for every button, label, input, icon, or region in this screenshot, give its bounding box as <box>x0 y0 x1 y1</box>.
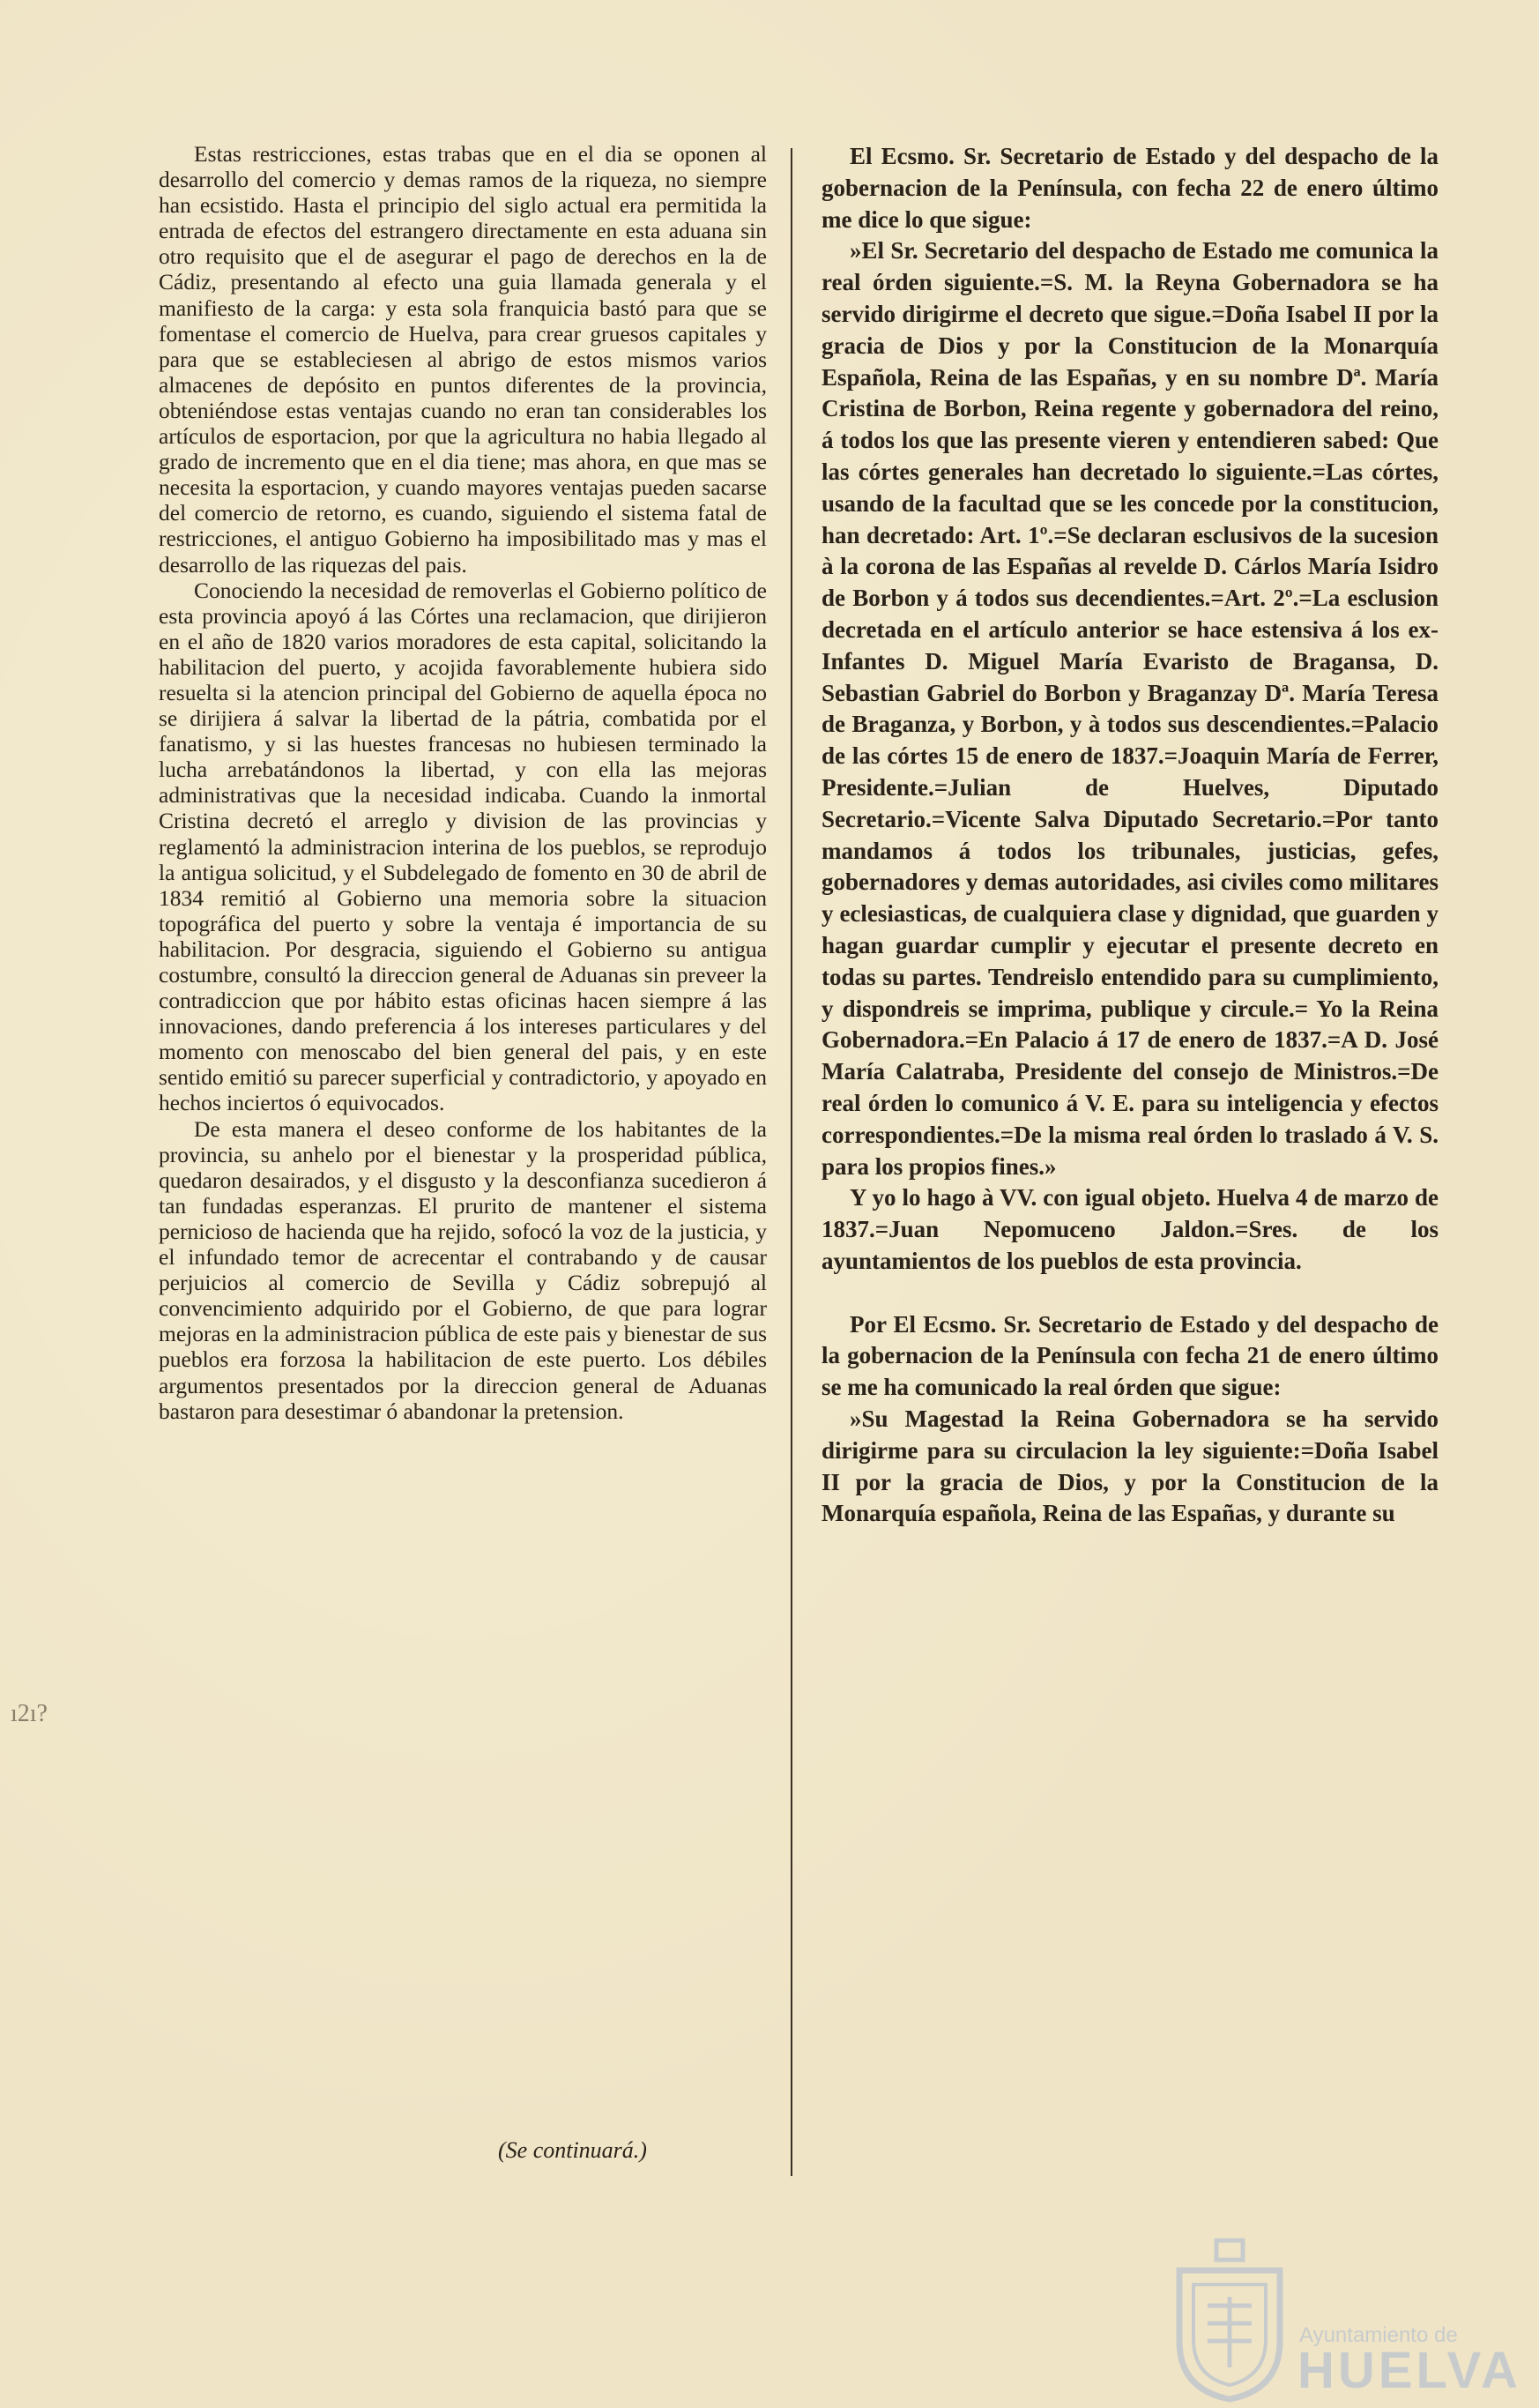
column-divider <box>791 148 792 2176</box>
paragraph-por-el-ecsmo: Por El Ecsmo. Sr. Secretario de Estado y del despacho de la gobernacion de la Península con fecha 21 de enero último se me ha comunicado la real órden que sigue: <box>822 1310 1439 1401</box>
paragraph-huelva-signature: Y yo lo hago à VV. con igual objeto. Huelva 4 de marzo de 1837.=Juan Nepomuceno Jaldon.=Sres. de los ayuntamientos de los pueblos de esta provincia. <box>822 1184 1439 1274</box>
watermark-line1: Ayuntamiento de <box>1299 2323 1458 2347</box>
paragraph-conociendo: Conociendo la necesidad de removerlas el Gobierno político de esta provincia apoyó á las Córtes una reclamacion, que dirijieron en el año de 1820 varios moradores de esta capital, solicitando la habilitacion del puerto, y acojida favorablemente hubiera sido resuelta si la atencion principal del Gobierno de aquella época no se dirijiera á salvar la libertad de la pátria, combatida por el fanatismo, y si las huestes francesas no hubiesen terminado la lucha arrebatándonos la libertad, y con ella las mejoras administrativas que la necesidad indicaba. Cuando la inmortal Cristina decretó el arreglo y division de las provincias y reglamentó la administracion interina de los pueblos, se reprodujo la antigua solicitud, y el Subdelegado de fomento en 30 de abril de 1834 remitió al Gobierno una memoria sobre la situacion topográfica del puerto y sobre la ventaja é importancia de su habilitacion. Por desgracia, siguiendo el Gobierno su antigua costumbre, consultó la direccion general de Aduanas sin preveer la contradiccion que por hábito estas oficinas hacen siempre á las innovaciones, dando preferencia á los intereses particulares y del momento con menoscabo del bien general del pais, y en este sentido emitió su parecer superficial y contradictorio, y apoyado en hechos inciertos ó equivocados. <box>159 577 767 1116</box>
huelva-coat-of-arms-icon <box>1172 2235 1287 2403</box>
watermark-logo <box>1172 2235 1525 2403</box>
paragraph-de-esta-manera: De esta manera el deseo conforme de los habitantes de la provincia, su anhelo por el bienestar y la prosperidad pública, quedaron desairados, y el disgusto y la desconfianza sucedieron á tan fundadas esperanzas. El prurito de mantener el sistema pernicioso de hacienda que ha rejido, sofocó la voz de la justicia, y el infundado temor de acrecentar el contrabando y de causar perjuicios al comercio de Sevilla y Cádiz sobrepujó al convencimiento adquirido por el Gobierno, de que para lograr mejoras en la administracion pública de este pais y bienestar de sus pueblos era forzosa la habilitacion de este puerto. Los débiles argumentos presentados por la direccion general de Aduanas bastaron para desestimar ó abandonar la pretension. <box>159 1115 767 1424</box>
paragraph-ecsmo-secretario: El Ecsmo. Sr. Secretario de Estado y del despacho de la gobernacion de la Península, con fecha 22 de enero último me dice lo que sigue: <box>822 143 1439 233</box>
right-column <box>822 141 1439 1530</box>
paragraph-restricciones: Estas restricciones, estas trabas que en el dia se oponen al desarrollo del comercio y demas ramos de la riqueza, no siempre han ecsistido. Hasta el principio del siglo actual era permitida la entrada de efectos del estrangero directamente en esta aduana sin otro requisito que el de asegurar el pago de derechos en la de Cádiz, presentando al efecto una guia llamada generala y el manifiesto de la carga: y esta sola franquicia bastó para que se fomentase el comercio de Huelva, para crear gruesos capitales y para que se estableciesen al abrigo de estos mismos varios almacenes de depósito en puntos diferentes de la provincia, obteniéndose estas ventajas cuando no eran tan considerables los artículos de esportacion, por que la agricultura no habia llegado al grado de incremento que en el dia tiene; mas ahora, en que mas se necesita la esportacion, y cuando mayores ventajas pueden sacarse del comercio de retorno, es cuando, siguiendo el sistema fatal de restricciones, el antiguo Gobierno ha imposibilitado mas y mas el desarrollo de las riquezas del pais. <box>159 141 767 578</box>
margin-note: ı2ı? <box>11 1700 48 1727</box>
continuation-note: (Se continuará.) <box>498 2137 647 2163</box>
left-column <box>159 141 767 1424</box>
watermark-line2: HUELVA <box>1297 2342 1521 2399</box>
paragraph-su-magestad: »Su Magestad la Reina Gobernadora se ha servido dirigirme para su circulacion la ley siguiente:=Doña Isabel II por la gracia de Dios, y por la Constitucion de la Monarquía española, Reina de las Españas, y durante su <box>822 1405 1439 1527</box>
paragraph-decreto: »El Sr. Secretario del despacho de Estado me comunica la real órden siguiente.=S. M. la Reyna Gobernadora se ha servido dirigirme el decreto que sigue.=Doña Isabel II por la gracia de Dios y por la Constitucion de la Monarquía Española, Reina de las Españas, y en su nombre Dª. María Cristina de Borbon, Reina regente y gobernadora del reino, á todos los que las presente vieren y entendieren sabed: Que las córtes generales han decretado lo siguiente.=Las córtes, usando de la facultad que se les concede por la constitucion, han decretado: Art. 1º.=Se declaran esclusivos de la sucesion à la corona de las Españas al revelde D. Cárlos María Isidro de Borbon y á todos sus decendientes.=Art. 2º.=La esclusion decretada en el artículo anterior se hace estensiva á los ex-Infantes D. Miguel María Evaristo de Bragansa, D. Sebastian Gabriel do Borbon y Braganzay Dª. María Teresa de Braganza, y Borbon, y à todos sus descendientes.=Palacio de las córtes 15 de enero de 1837.=Joaquin María de Ferrer, Presidente.=Julian de Huelves, Diputado Secretario.=Vicente Salva Diputado Secretario.=Por tanto mandamos á todos los tribunales, justicias, gefes, gobernadores y demas autoridades, asi civiles como militares y eclesiasticas, de cualquiera clase y dignidad, que guarden y hagan guardar cumplir y ejecutar el presente decreto en todas su partes. Tendreislo entendido para su cumplimiento, y dispondreis se imprima, publique y circule.= Yo la Reina Gobernadora.=En Palacio á 17 de enero de 1837.=A D. José María Calatraba, Presidente del consejo de Ministros.=De real órden lo comunico á V. E. para su inteligencia y efectos correspondientes.=De la misma real órden lo traslado á V. S. para los propios fines.» <box>822 237 1439 1180</box>
